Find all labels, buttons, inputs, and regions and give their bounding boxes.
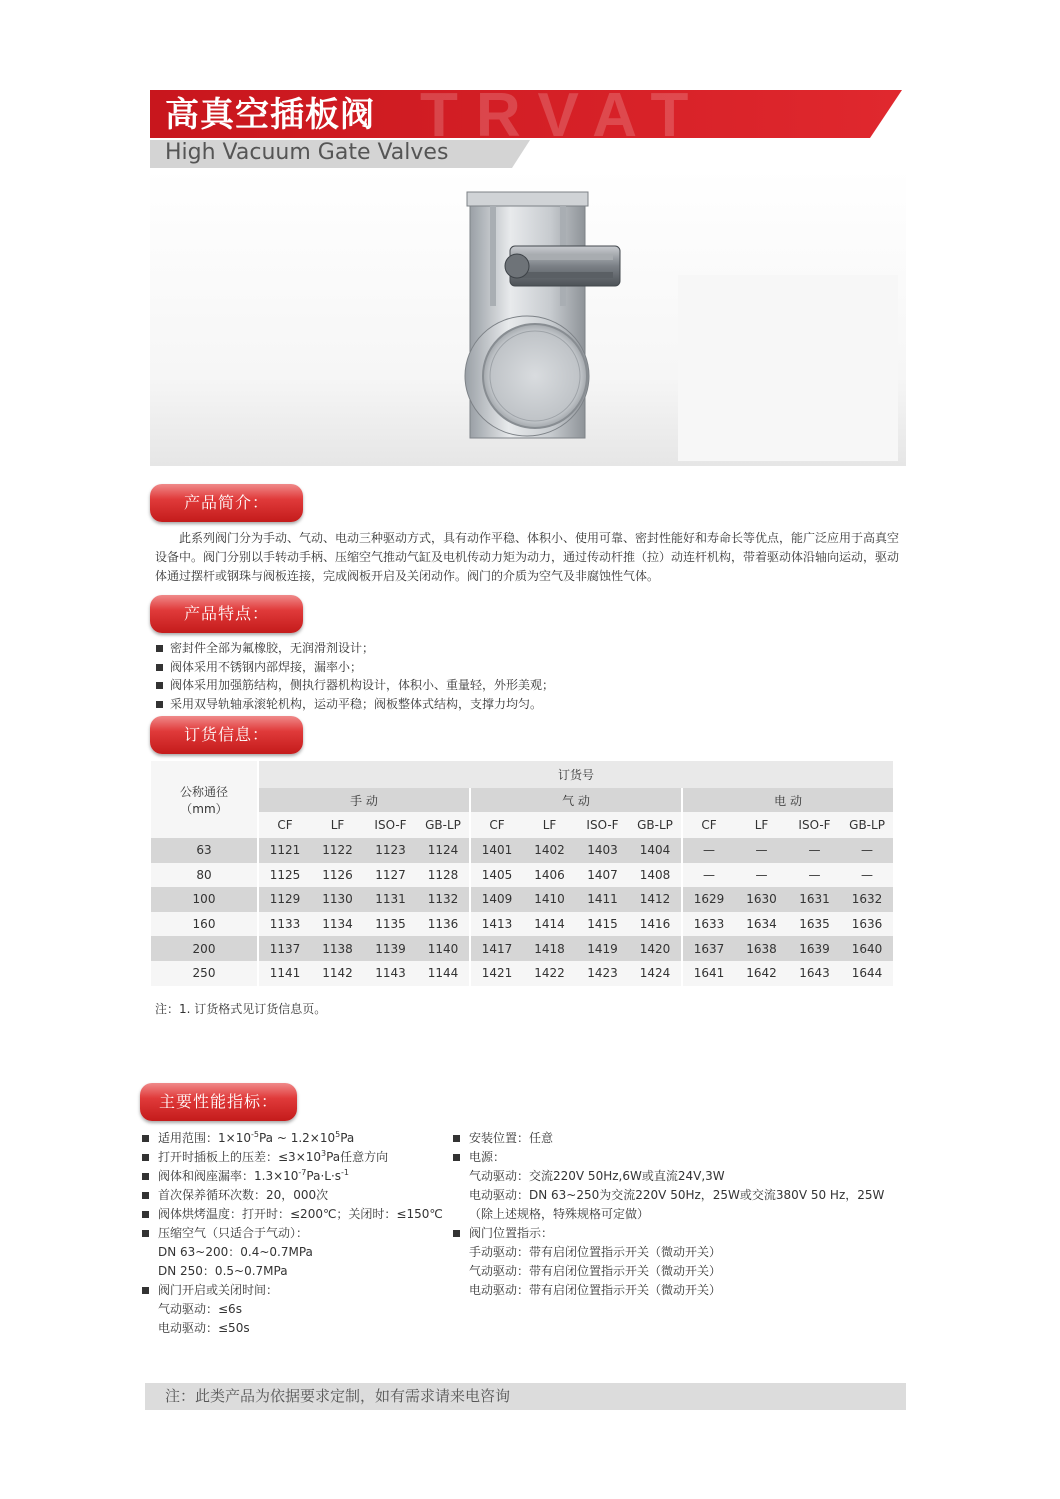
spec-text: Pa xyxy=(340,1131,355,1145)
order-code-cell: 1640 xyxy=(841,936,893,961)
spec-text: 安装位置：任意 xyxy=(469,1131,554,1145)
order-code-cell: 1121 xyxy=(258,838,311,863)
spec-exponent: -7 xyxy=(298,1168,307,1177)
order-code-cell: 1423 xyxy=(576,961,629,986)
flange-header-gb-lp: GB-LP xyxy=(629,812,682,838)
spec-text: Pa任意方向 xyxy=(326,1150,389,1164)
order-code-cell: 1129 xyxy=(258,887,311,912)
spec-exponent: -5 xyxy=(250,1130,259,1139)
spec-range xyxy=(140,1129,443,1148)
dn-cell: 200 xyxy=(151,936,258,961)
table-row xyxy=(151,936,893,961)
bullet-icon xyxy=(142,1230,149,1237)
flange-header-cf: CF xyxy=(258,812,311,838)
order-code-cell: 1638 xyxy=(735,936,788,961)
order-code-cell: 1406 xyxy=(523,863,576,888)
order-code-cell: 1134 xyxy=(311,912,364,937)
order-code-cell: 1418 xyxy=(523,936,576,961)
order-code-cell: 1414 xyxy=(523,912,576,937)
order-code-cell: 1136 xyxy=(417,912,470,937)
order-code-cell: 1403 xyxy=(576,838,629,863)
order-code-cell: 1412 xyxy=(629,887,682,912)
order-code-cell: 1133 xyxy=(258,912,311,937)
section-header-intro: 产品简介： xyxy=(150,484,303,522)
order-code-cell: 1633 xyxy=(682,912,735,937)
spec-text: 适用范围：1×10 xyxy=(158,1131,251,1145)
flange-header-iso-f: ISO-F xyxy=(576,812,629,838)
order-code-cell: 1639 xyxy=(788,936,841,961)
flange-header-cf: CF xyxy=(682,812,735,838)
bullet-icon xyxy=(156,645,163,652)
page-subtitle: High Vacuum Gate Valves xyxy=(165,140,449,165)
order-code-cell: 1644 xyxy=(841,961,893,986)
spec-exponent: -1 xyxy=(341,1168,350,1177)
order-code-cell: 1128 xyxy=(417,863,470,888)
spec-indicator xyxy=(451,1224,884,1243)
spec-text: 阀体烘烤温度：打开时：≤200℃；关闭时：≤150℃ xyxy=(158,1207,443,1221)
order-code-cell: 1630 xyxy=(735,887,788,912)
dn-cell: 160 xyxy=(151,912,258,937)
spec-exponent: 5 xyxy=(335,1130,341,1139)
order-code-cell: 1137 xyxy=(258,936,311,961)
order-code-cell: 1421 xyxy=(470,961,523,986)
order-code-cell: 1138 xyxy=(311,936,364,961)
order-code-cell: 1127 xyxy=(364,863,417,888)
group-manual-header: 手 动 xyxy=(258,788,470,812)
bullet-icon xyxy=(156,682,163,689)
spec-cycles xyxy=(140,1186,443,1205)
feature-text: 阀体采用加强筋结构，侧执行器机构设计，体积小、重量轻，外形美观； xyxy=(170,678,555,692)
spec-text: Pa·L·s xyxy=(306,1169,342,1183)
spec-text: 阀门位置指示： xyxy=(469,1226,554,1240)
nominal-unit: （mm） xyxy=(180,801,228,816)
flange-header-lf: LF xyxy=(523,812,576,838)
order-code-cell: — xyxy=(735,838,788,863)
section-header-order: 订货信息： xyxy=(150,716,303,754)
order-code-cell: — xyxy=(841,863,893,888)
order-code-cell: 1131 xyxy=(364,887,417,912)
order-code-cell: 1142 xyxy=(311,961,364,986)
spec-time-detail: 气动驱动：≤6s xyxy=(158,1302,242,1316)
order-code-cell: 1636 xyxy=(841,912,893,937)
table-row xyxy=(151,912,893,937)
spec-leak-rate xyxy=(140,1167,443,1186)
order-code-cell: 1401 xyxy=(470,838,523,863)
feature-text: 阀体采用不锈钢内部焊接，漏率小； xyxy=(170,659,363,674)
spec-bake xyxy=(140,1205,443,1224)
spec-air-detail: DN 250：0.5~0.7MPa xyxy=(158,1264,288,1278)
spec-text: 首次保养循环次数：20，000次 xyxy=(158,1188,329,1202)
order-code-cell: 1132 xyxy=(417,887,470,912)
spec-indicator-detail: 电动驱动：带有启闭位置指示开关（微动开关） xyxy=(469,1283,722,1297)
section-header-features: 产品特点： xyxy=(150,595,303,633)
bullet-icon xyxy=(142,1287,149,1294)
feature-item xyxy=(156,695,554,714)
spec-text: 打开时插板上的压差：≤3×10 xyxy=(158,1150,322,1164)
flange-header-cf: CF xyxy=(470,812,523,838)
spec-text: 电源： xyxy=(469,1150,506,1164)
feature-text: 密封件全部为氟橡胶，无润滑剂设计； xyxy=(170,641,375,655)
spec-time-detail: 电动驱动：≤50s xyxy=(158,1321,250,1335)
order-code-cell: 1140 xyxy=(417,936,470,961)
spec-power xyxy=(451,1148,884,1167)
spec-exponent: 3 xyxy=(321,1149,327,1158)
order-code-cell: 1126 xyxy=(311,863,364,888)
page-title: 高真空插板阀 xyxy=(165,95,375,135)
order-table-body xyxy=(151,838,893,986)
order-code-cell: 1122 xyxy=(311,838,364,863)
flange-header-gb-lp: GB-LP xyxy=(417,812,470,838)
bullet-icon xyxy=(142,1211,149,1218)
order-code-cell: 1416 xyxy=(629,912,682,937)
dn-cell: 100 xyxy=(151,887,258,912)
order-code-cell: — xyxy=(735,863,788,888)
spec-power-detail: 电动驱动：DN 63~250为交流220V 50Hz，25W或交流380V 50 Hz，25W xyxy=(469,1188,885,1202)
order-code-cell: 1631 xyxy=(788,887,841,912)
order-code-cell: 1642 xyxy=(735,961,788,986)
spec-text: 阀门开启或关闭时间： xyxy=(158,1283,279,1297)
order-code-cell: 1409 xyxy=(470,887,523,912)
spec-power-detail: 气动驱动：交流220V 50Hz,6W或直流24V,3W xyxy=(469,1169,725,1183)
order-code-cell: 1643 xyxy=(788,961,841,986)
order-code-cell: 1419 xyxy=(576,936,629,961)
nominal-diameter-header xyxy=(151,761,258,838)
table-row xyxy=(151,863,893,888)
order-note: 注：1. 订货格式见订货信息页。 xyxy=(155,1002,327,1016)
order-code-cell: 1637 xyxy=(682,936,735,961)
dn-cell: 80 xyxy=(151,863,258,888)
dn-cell: 63 xyxy=(151,838,258,863)
bullet-icon xyxy=(453,1154,460,1161)
order-code-cell: 1135 xyxy=(364,912,417,937)
features-list xyxy=(156,639,554,713)
order-code-cell: 1124 xyxy=(417,838,470,863)
order-code-cell: 1632 xyxy=(841,887,893,912)
bullet-icon xyxy=(156,701,163,708)
order-code-cell: 1420 xyxy=(629,936,682,961)
order-code-cell: 1424 xyxy=(629,961,682,986)
order-code-cell: 1130 xyxy=(311,887,364,912)
intro-paragraph: 此系列阀门分为手动、气动、电动三种驱动方式，具有动作平稳、体积小、使用可靠、密封性能好和寿命长等优点，能广泛应用于高真空设备中。阀门分别以手转动手柄、压缩空气推动气缸及电机传动力矩为动力，通过传动杆推（拉）动连杆机构，带着驱动体沿轴向运动，驱动体通过摆杆或钢珠与阀板连接，完成阀板开启及关闭动作。阀门的介质为空气及非腐蚀性气体。 xyxy=(155,531,900,583)
spec-power-detail: （除上述规格，特殊规格可定做） xyxy=(469,1207,650,1221)
order-code-cell: 1634 xyxy=(735,912,788,937)
banner-watermark: TRVAT xyxy=(420,90,707,138)
flange-header-lf: LF xyxy=(735,812,788,838)
order-code-cell: 1407 xyxy=(576,863,629,888)
feature-item xyxy=(156,639,554,658)
bullet-icon xyxy=(156,664,163,671)
bullet-icon xyxy=(142,1135,149,1142)
bullet-icon xyxy=(142,1173,149,1180)
order-code-cell: 1402 xyxy=(523,838,576,863)
table-row xyxy=(151,838,893,863)
order-code-cell: 1413 xyxy=(470,912,523,937)
table-row xyxy=(151,887,893,912)
spec-indicator-detail: 手动驱动：带有启闭位置指示开关（微动开关） xyxy=(469,1245,722,1259)
group-pneumatic-header: 气 动 xyxy=(470,788,682,812)
order-code-cell: 1141 xyxy=(258,961,311,986)
order-code-cell: — xyxy=(841,838,893,863)
spec-text: Pa ~ 1.2×10 xyxy=(258,1131,336,1145)
bullet-icon xyxy=(142,1154,149,1161)
flange-header-gb-lp: GB-LP xyxy=(841,812,893,838)
order-code-cell: — xyxy=(788,838,841,863)
spec-time xyxy=(140,1281,443,1300)
bullet-icon xyxy=(453,1230,460,1237)
table-row xyxy=(151,961,893,986)
footer-note: 注：此类产品为依据要求定制，如有需求请来电咨询 xyxy=(165,1387,511,1405)
nominal-label: 公称通径 xyxy=(179,784,228,799)
order-code-cell: 1405 xyxy=(470,863,523,888)
order-code-cell: 1629 xyxy=(682,887,735,912)
specs-left-column xyxy=(140,1129,443,1338)
spec-text: 压缩空气（只适合于气动）： xyxy=(158,1226,309,1240)
feature-item xyxy=(156,676,554,695)
order-code-cell: 1411 xyxy=(576,887,629,912)
spec-text: 阀体和阀座漏率：1.3×10 xyxy=(158,1169,299,1183)
bullet-icon xyxy=(453,1135,460,1142)
spec-indicator-detail: 气动驱动：带有启闭位置指示开关（微动开关） xyxy=(469,1264,722,1278)
order-table xyxy=(151,761,893,986)
specs-right-column xyxy=(451,1129,884,1300)
flange-header-row xyxy=(151,812,893,838)
feature-text: 采用双导轨轴承滚轮机构，运动平稳；阀板整体式结构，支撑力均匀。 xyxy=(170,696,543,711)
spec-air xyxy=(140,1224,443,1243)
section-header-specs: 主要性能指标： xyxy=(140,1083,297,1121)
order-code-cell: 1408 xyxy=(629,863,682,888)
gate-valve-image xyxy=(455,186,625,442)
order-code-cell: 1641 xyxy=(682,961,735,986)
order-code-cell: — xyxy=(788,863,841,888)
order-code-cell: — xyxy=(682,863,735,888)
order-code-cell: 1125 xyxy=(258,863,311,888)
order-code-cell: — xyxy=(682,838,735,863)
order-code-cell: 1410 xyxy=(523,887,576,912)
order-code-cell: 1404 xyxy=(629,838,682,863)
order-code-cell: 1422 xyxy=(523,961,576,986)
order-code-cell: 1123 xyxy=(364,838,417,863)
product-side-panel xyxy=(678,275,898,461)
feature-item xyxy=(156,658,554,677)
flange-header-iso-f: ISO-F xyxy=(364,812,417,838)
flange-header-iso-f: ISO-F xyxy=(788,812,841,838)
order-code-cell: 1417 xyxy=(470,936,523,961)
order-code-cell: 1415 xyxy=(576,912,629,937)
bullet-icon xyxy=(142,1192,149,1199)
flange-header-lf: LF xyxy=(311,812,364,838)
dn-cell: 250 xyxy=(151,961,258,986)
order-code-cell: 1635 xyxy=(788,912,841,937)
spec-pressure xyxy=(140,1148,443,1167)
spec-install xyxy=(451,1129,884,1148)
order-code-cell: 1143 xyxy=(364,961,417,986)
spec-air-detail: DN 63~200：0.4~0.7MPa xyxy=(158,1245,313,1259)
order-code-cell: 1144 xyxy=(417,961,470,986)
order-number-header: 订货号 xyxy=(258,761,893,788)
group-electric-header: 电 动 xyxy=(682,788,893,812)
order-code-cell: 1139 xyxy=(364,936,417,961)
